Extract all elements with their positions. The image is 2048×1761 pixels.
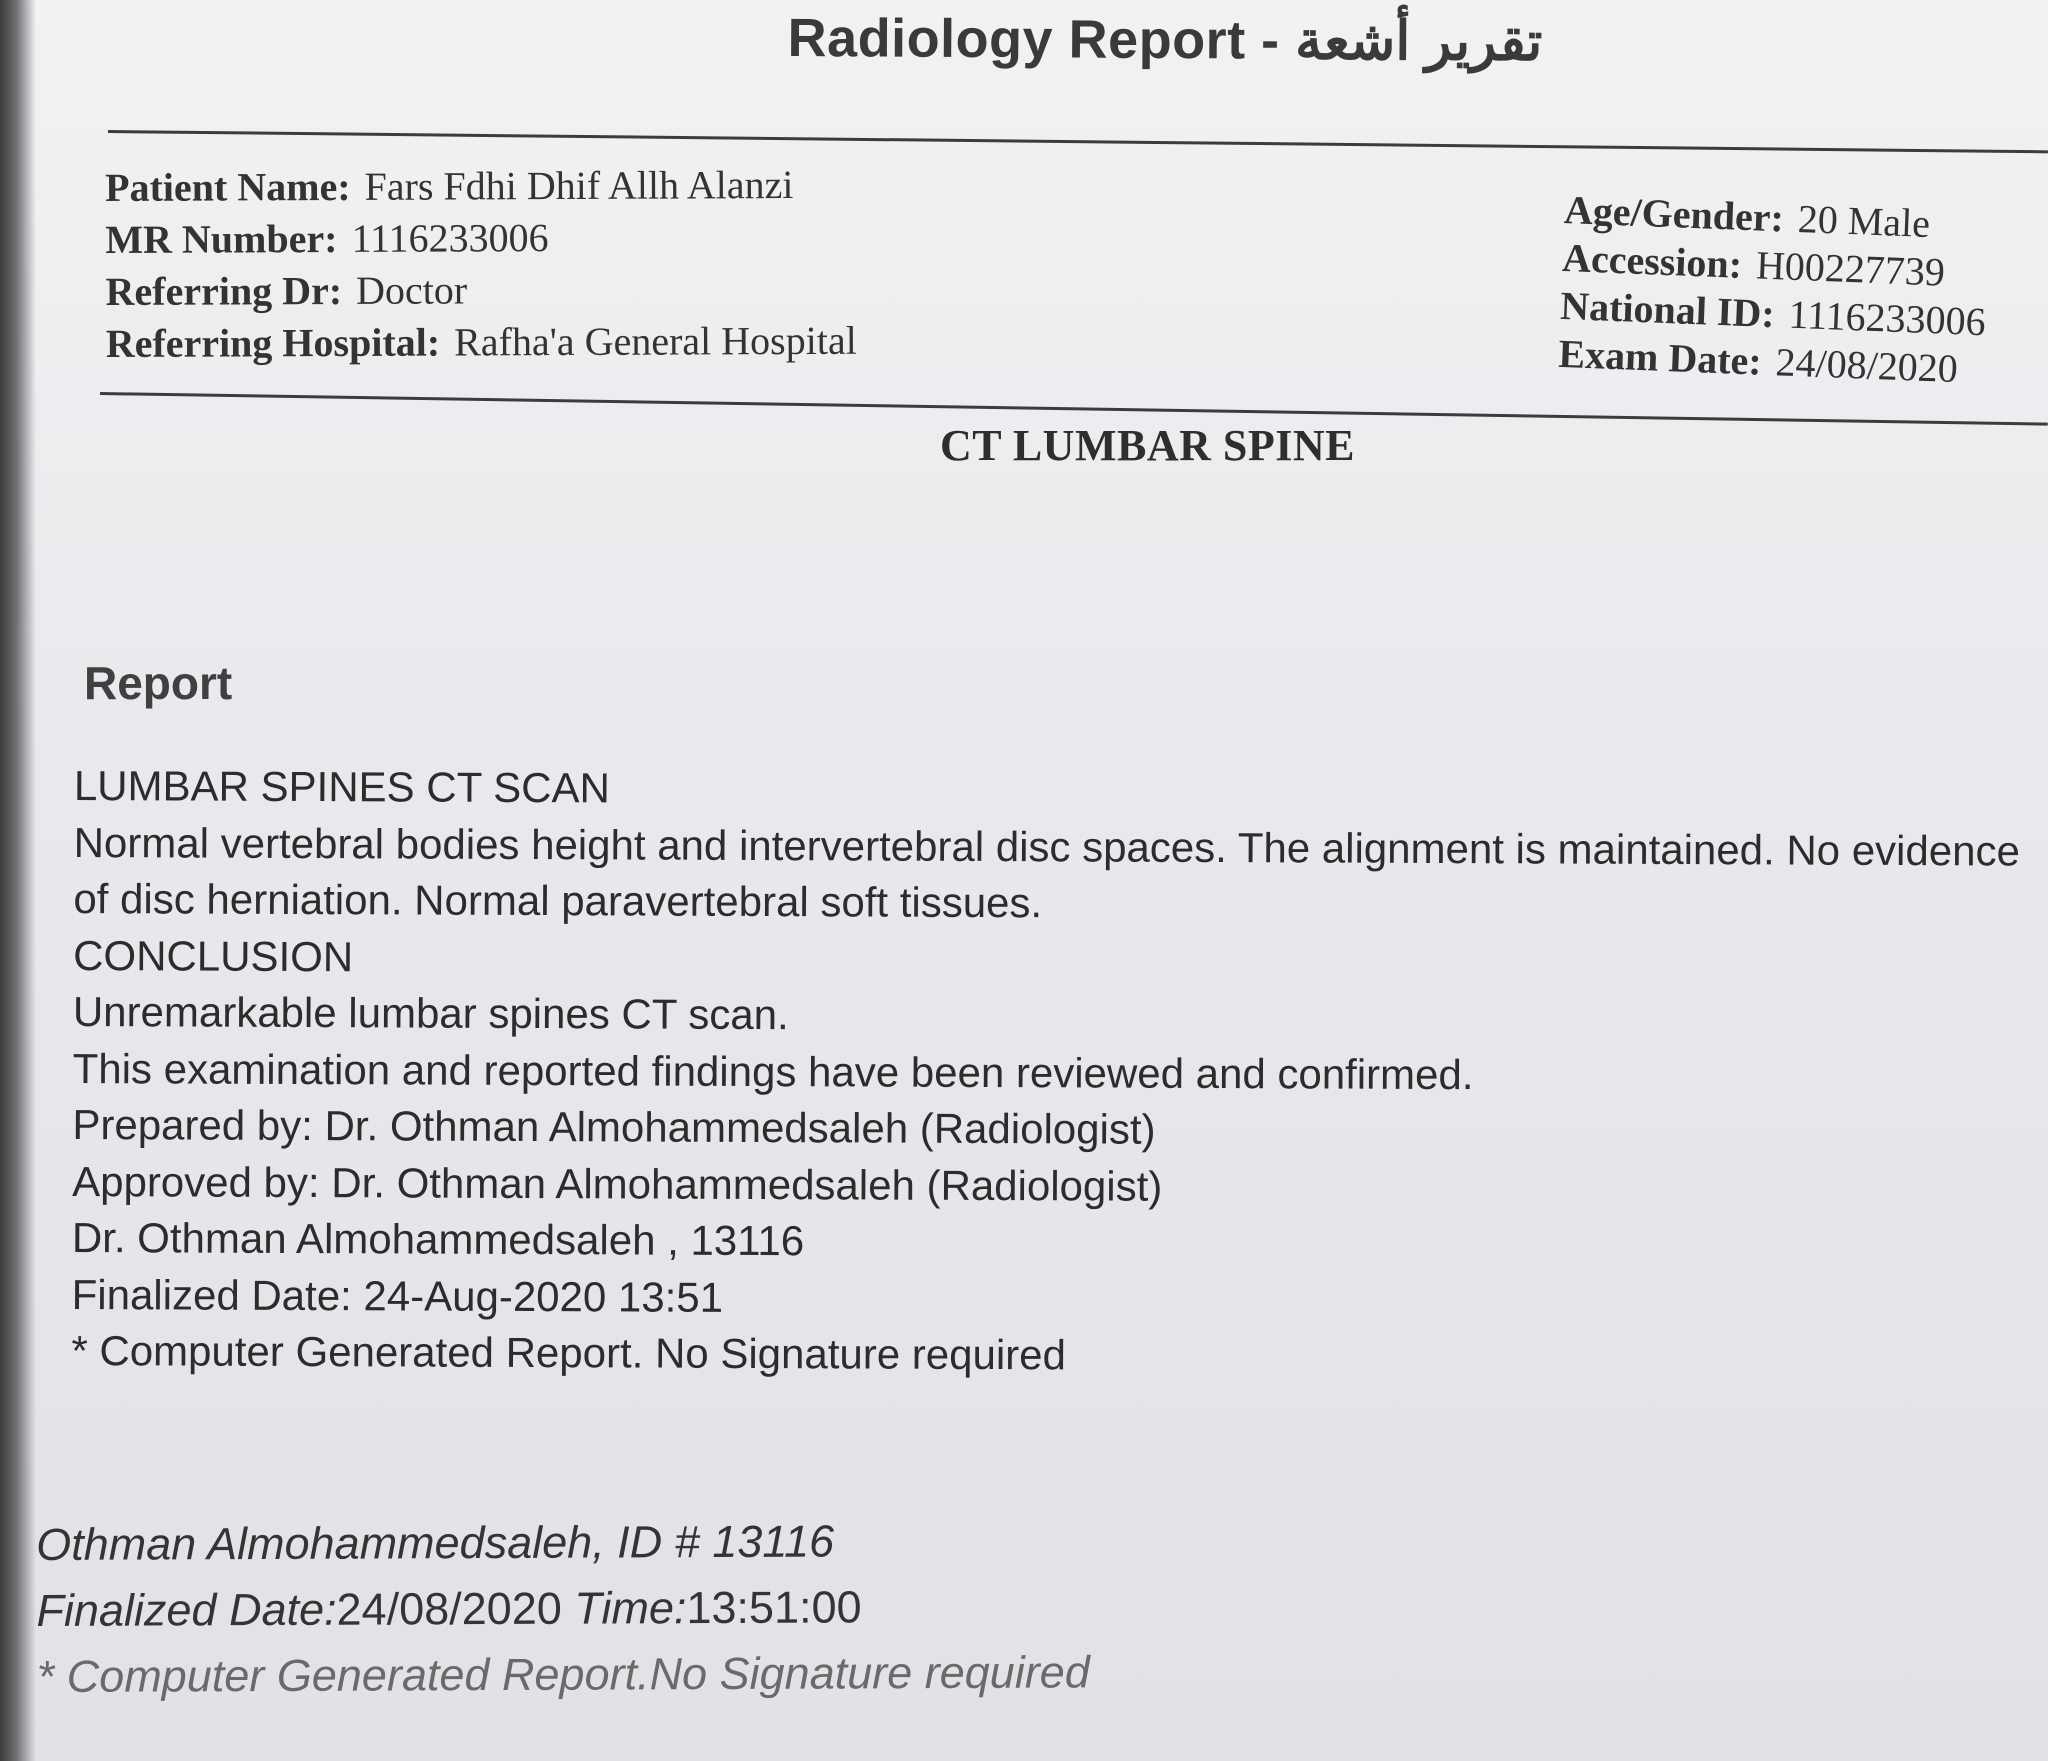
- footer-signer: Othman Almohammedsaleh, ID # 13116: [36, 1515, 835, 1570]
- footer-note: * Computer Generated Report.No Signature required: [36, 1646, 1090, 1702]
- national-id-label: National ID:: [1559, 282, 1776, 337]
- referring-hospital-label: Referring Hospital:: [105, 319, 441, 366]
- footer-time-label: Time:: [574, 1582, 687, 1634]
- report-line: Dr. Othman Almohammedsaleh , 13116: [71, 1213, 805, 1265]
- report-line: Finalized Date: 24-Aug-2020 13:51: [71, 1270, 724, 1321]
- report-line: Approved by: Dr. Othman Almohammedsaleh (Radiologist): [72, 1157, 1163, 1210]
- footer-finalized-label: Finalized Date:: [36, 1583, 337, 1636]
- report-line: Unremarkable lumbar spines CT scan.: [72, 987, 789, 1039]
- report-line: * Computer Generated Report. No Signature required: [71, 1326, 1067, 1379]
- patient-info-left: [105, 159, 857, 370]
- header-divider: [108, 130, 2048, 153]
- exam-title: CT LUMBAR SPINE: [940, 421, 1355, 470]
- mr-number-value: 1116233006: [351, 215, 549, 261]
- patient-name-value: Fars Fdhi Dhif Allh Alanzi: [364, 161, 794, 209]
- report-line: CONCLUSION: [73, 931, 354, 980]
- report-title: Radiology Report - تقرير أشعة: [787, 8, 1543, 72]
- accession-label: Accession:: [1561, 234, 1743, 287]
- exam-date-value: 24/08/2020: [1774, 339, 1959, 392]
- accession-value: H00227739: [1755, 242, 1946, 295]
- report-body: [71, 758, 2034, 1388]
- page-edge-shadow: [0, 0, 36, 1761]
- referring-hospital-value: Rafha'a General Hospital: [454, 317, 857, 365]
- patient-name-row: [105, 159, 856, 214]
- mr-number-label: MR Number:: [105, 215, 338, 262]
- referring-dr-label: Referring Dr:: [105, 267, 343, 314]
- report-footer: [36, 1507, 1090, 1710]
- exam-date-label: Exam Date:: [1557, 330, 1763, 384]
- report-section-title: Report: [84, 657, 233, 709]
- national-id-value: 1116233006: [1787, 291, 1987, 345]
- footer-finalized: [36, 1573, 1089, 1644]
- report-line: LUMBAR SPINES CT SCAN: [73, 761, 610, 812]
- report-line: Normal vertebral bodies height and intervertebral disc spaces. The alignment is maintained. No evidence of disc herniation. Normal paravertebral soft tissues.: [73, 818, 2032, 927]
- age-gender-label: Age/Gender:: [1563, 186, 1785, 241]
- footer-finalized-date: 24/08/2020: [336, 1582, 562, 1635]
- patient-info-right: [1558, 186, 1991, 394]
- referring-dr-value: Doctor: [356, 267, 468, 313]
- footer-time: 13:51:00: [686, 1581, 862, 1634]
- mr-number-row: [105, 211, 856, 266]
- referring-dr-row: [105, 263, 856, 318]
- report-line: This examination and reported findings have been reviewed and confirmed.: [72, 1044, 1474, 1098]
- patient-name-label: Patient Name:: [105, 163, 351, 210]
- age-gender-value: 20 Male: [1797, 195, 1931, 247]
- report-line: Prepared by: Dr. Othman Almohammedsaleh (Radiologist): [72, 1100, 1156, 1153]
- referring-hospital-row: [106, 315, 857, 370]
